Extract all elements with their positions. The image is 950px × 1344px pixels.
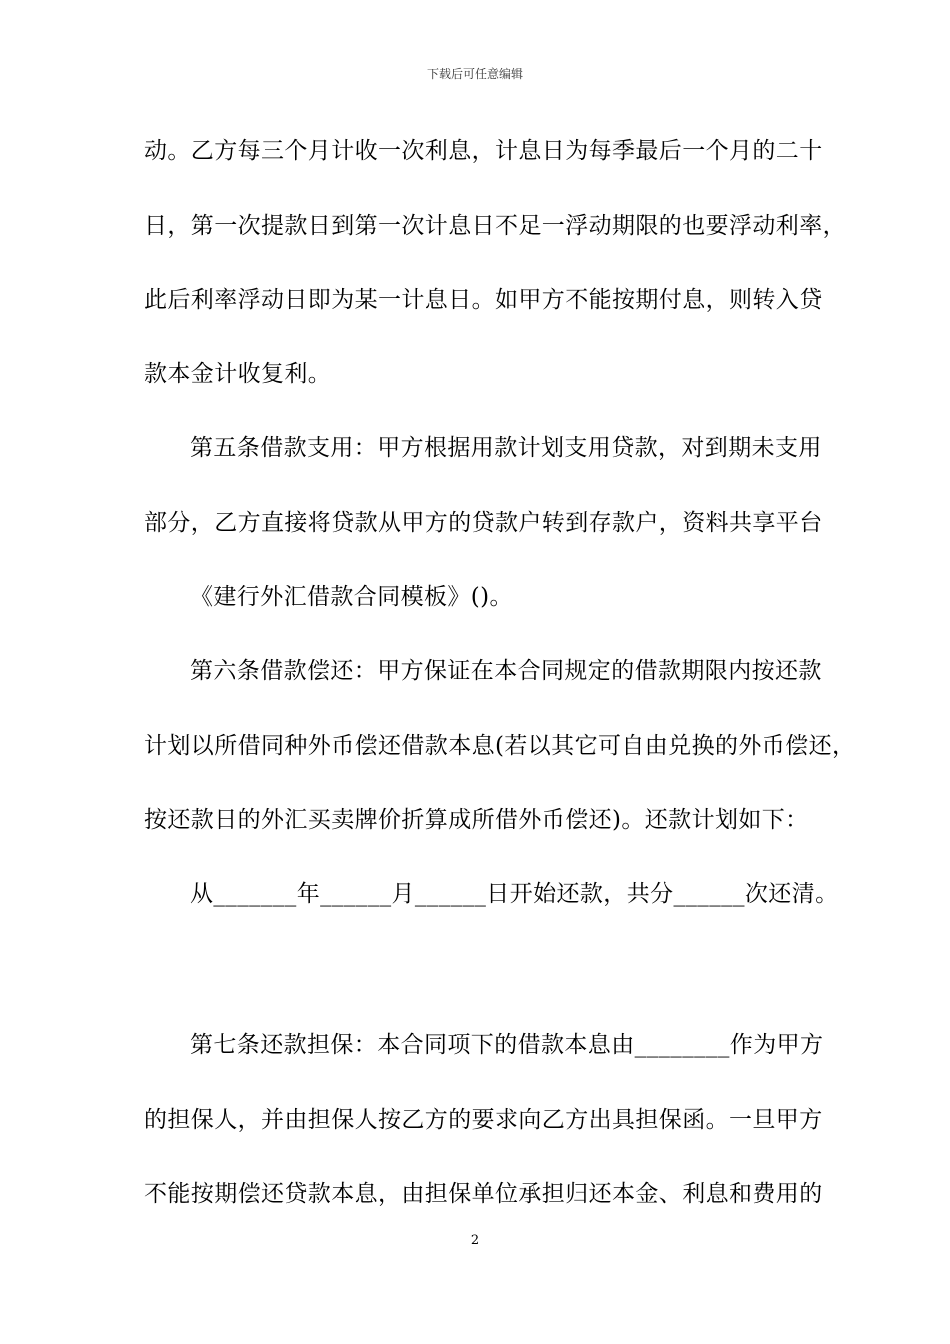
paragraph-line: 计划以所借同种外币偿还借款本息(若以其它可自由兑换的外币偿还， bbox=[144, 733, 856, 759]
paragraph-line: 款本金计收复利。 bbox=[144, 361, 332, 387]
paragraph-line: 动。乙方每三个月计收一次利息，计息日为每季最后一个月的二十 bbox=[144, 138, 823, 164]
paragraph-line: 《建行外汇借款合同模板》()。 bbox=[190, 584, 513, 610]
paragraph-line: 部分，乙方直接将贷款从甲方的贷款户转到存款户，资料共享平台 bbox=[144, 510, 823, 536]
paragraph-line: 的担保人，并由担保人按乙方的要求向乙方出具担保函。一旦甲方 bbox=[144, 1107, 823, 1133]
paragraph-line: 按还款日的外汇买卖牌价折算成所借外币偿还)。还款计划如下： bbox=[144, 807, 809, 833]
paragraph-line: 第五条借款支用：甲方根据用款计划支用贷款，对到期未支用 bbox=[190, 435, 822, 461]
paragraph-line: 第七条还款担保：本合同项下的借款本息由________作为甲方 bbox=[190, 1032, 824, 1058]
paragraph-line: 从_______年______月______日开始还款，共分______次还清。 bbox=[190, 881, 839, 907]
page-number: 2 bbox=[470, 1233, 480, 1248]
paragraph-line: 此后利率浮动日即为某一计息日。如甲方不能按期付息，则转入贷 bbox=[144, 287, 823, 313]
paragraph-line: 日，第一次提款日到第一次计息日不足一浮动期限的也要浮动利率， bbox=[144, 213, 846, 239]
paragraph-line: 第六条借款偿还：甲方保证在本合同规定的借款期限内按还款 bbox=[190, 658, 822, 684]
page-header: 下载后可任意编辑 bbox=[426, 67, 523, 81]
paragraph-line: 不能按期偿还贷款本息，由担保单位承担归还本金、利息和费用的 bbox=[144, 1181, 823, 1207]
